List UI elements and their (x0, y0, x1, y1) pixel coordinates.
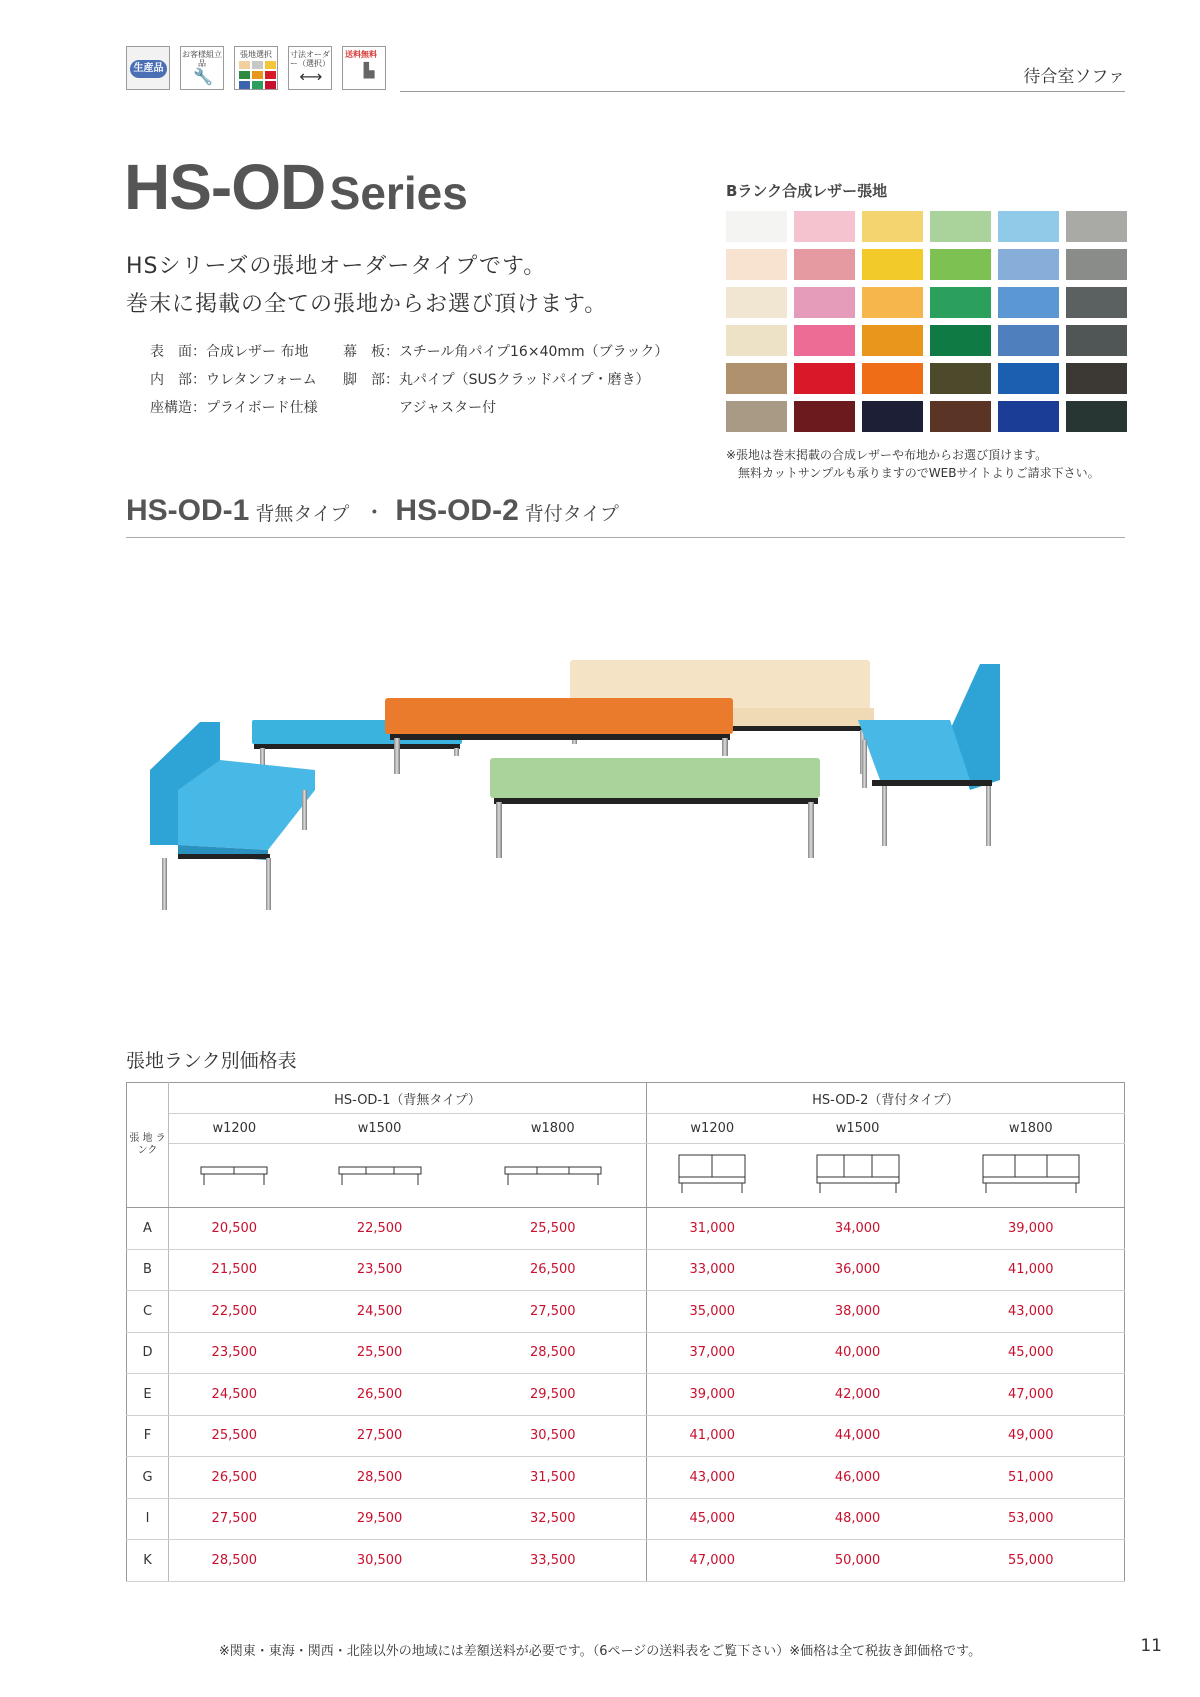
price-cell: 26,500 (300, 1374, 460, 1416)
width-header: w1500 (778, 1114, 938, 1144)
fabric-swatch (998, 401, 1059, 432)
price-table-diagram-row (127, 1144, 1125, 1208)
model-rule (126, 537, 1125, 538)
spec-seat: 座構造：プライボード仕様 (150, 400, 318, 416)
width-header: w1500 (300, 1114, 460, 1144)
rank-cell: C (127, 1291, 169, 1333)
price-cell: 27,500 (460, 1291, 647, 1333)
spec-col-left (150, 338, 318, 422)
sofa-diagram-w1800 (938, 1144, 1125, 1208)
fabric-select-icon (234, 46, 278, 90)
price-cell: 28,500 (169, 1540, 300, 1582)
fabric-swatch (862, 401, 923, 432)
fabric-swatch (1066, 249, 1127, 280)
fabric-swatch (862, 363, 923, 394)
price-cell: 25,500 (169, 1415, 300, 1457)
price-cell: 41,000 (938, 1249, 1125, 1291)
price-cell: 53,000 (938, 1498, 1125, 1540)
group-hs-od-2: HS-OD-2（背付タイプ） (646, 1083, 1124, 1114)
price-cell: 55,000 (938, 1540, 1125, 1582)
price-cell: 44,000 (778, 1415, 938, 1457)
price-cell: 33,000 (646, 1249, 777, 1291)
price-cell: 23,500 (300, 1249, 460, 1291)
fabric-swatch (726, 401, 787, 432)
price-cell: 21,500 (169, 1249, 300, 1291)
price-cell: 26,500 (169, 1457, 300, 1499)
price-cell: 47,000 (646, 1540, 777, 1582)
price-cell: 49,000 (938, 1415, 1125, 1457)
bench-diagram-w1500 (300, 1144, 460, 1208)
price-cell: 22,500 (300, 1208, 460, 1250)
rank-cell: K (127, 1540, 169, 1582)
price-cell: 25,500 (300, 1332, 460, 1374)
price-cell: 40,000 (778, 1332, 938, 1374)
spec-adjuster: アジャスター付 (343, 400, 497, 416)
map-icon: ▙ (363, 63, 375, 79)
swatch-note (726, 446, 1100, 482)
resize-arrow-icon: ⟷ (299, 67, 323, 86)
fabric-swatch (930, 287, 991, 318)
price-table-title: 張地ランク別価格表 (126, 1050, 297, 1072)
bench-diagram-w1200 (169, 1144, 300, 1208)
width-header: w1800 (938, 1114, 1125, 1144)
model-separator: ・ (363, 500, 386, 525)
model-heading (126, 494, 629, 528)
fabric-swatch (794, 211, 855, 242)
fabric-swatch (1066, 211, 1127, 242)
table-row (127, 1415, 1125, 1457)
table-row (127, 1332, 1125, 1374)
rank-cell: F (127, 1415, 169, 1457)
price-table-body (127, 1208, 1125, 1582)
fabric-swatch (930, 363, 991, 394)
fabric-swatch (726, 211, 787, 242)
model-1-name: HS-OD-1 (126, 494, 250, 527)
price-cell: 25,500 (460, 1208, 647, 1250)
table-row (127, 1208, 1125, 1250)
fabric-swatch (1066, 287, 1127, 318)
fabric-swatch (998, 211, 1059, 242)
lead-line-2: 巻末に掲載の全ての張地からお選び頂けます。 (126, 292, 608, 317)
price-cell: 26,500 (460, 1249, 647, 1291)
price-cell: 45,000 (938, 1332, 1125, 1374)
price-table (126, 1082, 1125, 1582)
rank-cell: D (127, 1332, 169, 1374)
model-1-type: 背無タイプ (255, 504, 350, 525)
price-cell: 30,500 (300, 1540, 460, 1582)
sofa-diagram-w1500 (778, 1144, 938, 1208)
category-label: 待合室ソファ (1023, 67, 1125, 87)
fabric-swatch (930, 325, 991, 356)
made-icon (126, 46, 170, 90)
fabric-swatch (930, 401, 991, 432)
table-row (127, 1374, 1125, 1416)
bench-diagram-w1800 (460, 1144, 647, 1208)
price-cell: 28,500 (300, 1457, 460, 1499)
product-photo (150, 640, 1100, 960)
price-cell: 39,000 (938, 1208, 1125, 1250)
mini-swatch-grid (239, 61, 276, 89)
fabric-swatch (930, 211, 991, 242)
price-cell: 24,500 (300, 1291, 460, 1333)
fabric-swatch (726, 287, 787, 318)
price-cell: 35,000 (646, 1291, 777, 1333)
lead-text (126, 248, 607, 324)
size-order-label: 寸法オーダー（選択） (290, 50, 330, 68)
header-rule (400, 91, 1125, 92)
price-cell: 28,500 (460, 1332, 647, 1374)
wrench-icon: 🔧 (193, 67, 213, 86)
fabric-swatch (1066, 325, 1127, 356)
spec-panel: 幕 板：スチール角パイプ16×40mm（ブラック） (343, 344, 669, 360)
price-cell: 37,000 (646, 1332, 777, 1374)
assemble-label: お客様組立品 (182, 50, 222, 68)
fabric-swatch (862, 287, 923, 318)
price-cell: 31,500 (460, 1457, 647, 1499)
price-cell: 36,000 (778, 1249, 938, 1291)
fabric-swatch (862, 325, 923, 356)
price-cell: 29,500 (300, 1498, 460, 1540)
table-row (127, 1249, 1125, 1291)
series-sub-title: Series (329, 167, 468, 219)
price-cell: 20,500 (169, 1208, 300, 1250)
swatch-title: Bランク合成レザー張地 (726, 182, 888, 200)
price-cell: 50,000 (778, 1540, 938, 1582)
rank-cell: B (127, 1249, 169, 1291)
fabric-swatch (794, 401, 855, 432)
rank-cell: G (127, 1457, 169, 1499)
price-cell: 31,000 (646, 1208, 777, 1250)
rank-cell: E (127, 1374, 169, 1416)
table-row (127, 1457, 1125, 1499)
series-title (124, 150, 468, 224)
price-table-width-row (127, 1114, 1125, 1144)
price-cell: 48,000 (778, 1498, 938, 1540)
fabric-swatch-grid (726, 211, 1127, 432)
spec-col-right (343, 338, 668, 422)
price-cell: 22,500 (169, 1291, 300, 1333)
group-hs-od-1: HS-OD-1（背無タイプ） (169, 1083, 647, 1114)
width-header: w1200 (646, 1114, 777, 1144)
price-table-group-row (127, 1083, 1125, 1114)
fabric-swatch (794, 363, 855, 394)
fabric-swatch (998, 249, 1059, 280)
fabric-select-label: 張地選択 (240, 50, 272, 59)
sofa-blue-left (150, 722, 315, 910)
table-row (127, 1540, 1125, 1582)
fabric-swatch (998, 287, 1059, 318)
price-cell: 38,000 (778, 1291, 938, 1333)
spec-surface: 表 面：合成レザー 布地 (150, 344, 309, 360)
price-cell: 23,500 (169, 1332, 300, 1374)
model-2-name: HS-OD-2 (395, 494, 519, 527)
spec-legs: 脚 部：丸パイプ（SUSクラッドパイプ・磨き） (343, 372, 650, 388)
spec-interior: 内 部：ウレタンフォーム (150, 372, 317, 388)
free-shipping-label: 送料無料 (345, 50, 377, 59)
rank-header: 張 地 ランク (127, 1083, 169, 1208)
lead-line-1: HSシリーズの張地オーダータイプです。 (126, 254, 547, 279)
price-cell: 43,000 (646, 1457, 777, 1499)
feature-icons (126, 46, 386, 90)
fabric-swatch (726, 363, 787, 394)
fabric-swatch (998, 325, 1059, 356)
rank-cell: A (127, 1208, 169, 1250)
fabric-swatch (998, 363, 1059, 394)
made-label: 生産品 (130, 60, 167, 78)
price-cell: 27,500 (169, 1498, 300, 1540)
price-cell: 24,500 (169, 1374, 300, 1416)
price-cell: 39,000 (646, 1374, 777, 1416)
table-row (127, 1291, 1125, 1333)
sofa-diagram-w1200 (646, 1144, 777, 1208)
price-cell: 45,000 (646, 1498, 777, 1540)
model-2-type: 背付タイプ (524, 504, 619, 525)
price-cell: 34,000 (778, 1208, 938, 1250)
width-header: w1200 (169, 1114, 300, 1144)
price-cell: 47,000 (938, 1374, 1125, 1416)
rank-cell: I (127, 1498, 169, 1540)
series-main-title: HS-OD (124, 151, 326, 223)
price-cell: 43,000 (938, 1291, 1125, 1333)
footnote: ※関東・東海・関西・北陸以外の地域には差額送料が必要です。（6ページの送料表をご覧下さい）※価格は全て税抜き卸価格です。 (218, 1644, 982, 1659)
price-cell: 29,500 (460, 1374, 647, 1416)
fabric-swatch (794, 325, 855, 356)
fabric-swatch (862, 249, 923, 280)
price-cell: 30,500 (460, 1415, 647, 1457)
price-cell: 41,000 (646, 1415, 777, 1457)
fabric-swatch (794, 287, 855, 318)
width-header: w1800 (460, 1114, 647, 1144)
swatch-note-line-2: 無料カットサンプルも承りますのでWEBサイトよりご請求下さい。 (726, 466, 1100, 480)
price-cell: 42,000 (778, 1374, 938, 1416)
assemble-icon (180, 46, 224, 90)
fabric-swatch (930, 249, 991, 280)
fabric-swatch (794, 249, 855, 280)
price-cell: 33,500 (460, 1540, 647, 1582)
table-row (127, 1498, 1125, 1540)
fabric-swatch (862, 211, 923, 242)
price-cell: 46,000 (778, 1457, 938, 1499)
price-cell: 27,500 (300, 1415, 460, 1457)
price-cell: 51,000 (938, 1457, 1125, 1499)
page-number: 11 (1140, 1636, 1162, 1656)
free-shipping-icon (342, 46, 386, 90)
fabric-swatch (1066, 363, 1127, 394)
sofa-blue-right (858, 664, 1000, 846)
fabric-swatch (726, 325, 787, 356)
fabric-swatch (1066, 401, 1127, 432)
bench-green (490, 758, 820, 858)
fabric-swatch (726, 249, 787, 280)
price-cell: 32,500 (460, 1498, 647, 1540)
swatch-note-line-1: ※張地は巻末掲載の合成レザーや布地からお選び頂けます。 (726, 448, 1048, 462)
size-order-icon (288, 46, 332, 90)
